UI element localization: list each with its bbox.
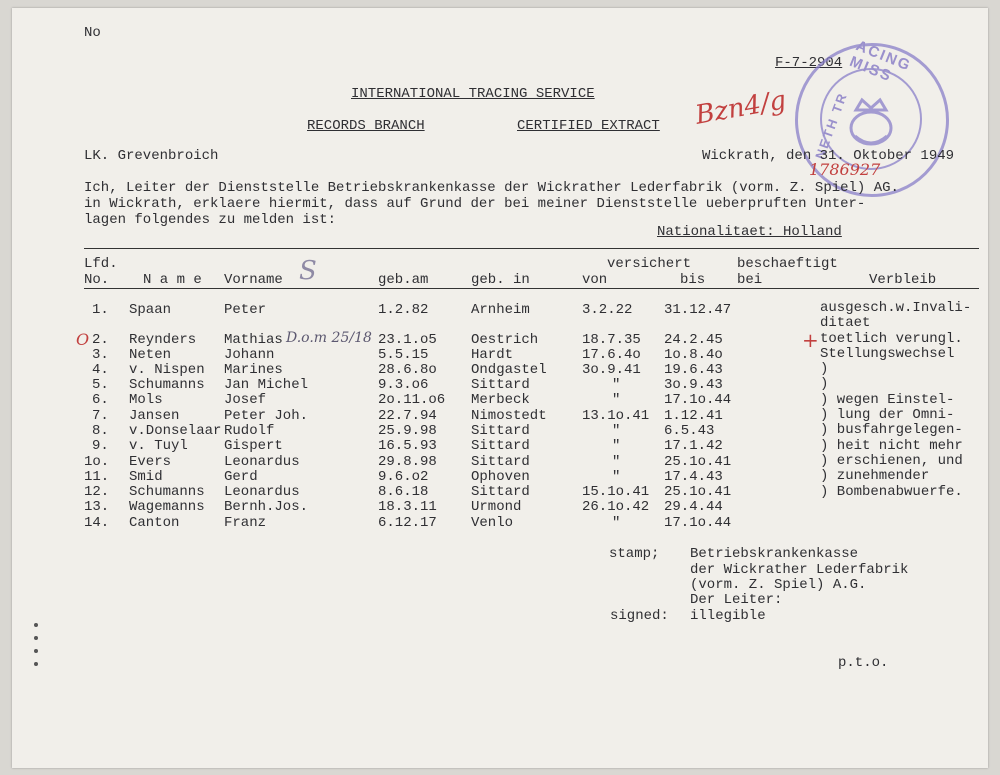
cell-geb-am: 25.9.98 xyxy=(378,423,437,439)
cell-name: v.Donselaar xyxy=(129,423,222,439)
cell-bis: 6.5.43 xyxy=(664,423,715,439)
cell-geb-am: 8.6.18 xyxy=(378,484,429,500)
signed-value: illegible xyxy=(690,608,766,624)
document-date: Wickrath, den 31. Oktober 1949 xyxy=(702,148,955,164)
district-label: LK. Grevenbroich xyxy=(84,148,219,164)
cell-name: Schumanns xyxy=(129,377,205,393)
cell-bis: 31.12.47 xyxy=(664,302,732,318)
table-header-rule xyxy=(84,288,979,289)
cell-bis: 17.4.43 xyxy=(664,469,723,485)
red-cross-mark: + xyxy=(802,328,819,352)
cell-no: 12. xyxy=(84,484,110,500)
cell-bis: 24.2.45 xyxy=(664,332,723,348)
verbleib-line: ausgesch.w.Invali- xyxy=(820,300,972,316)
intro-line-1: Ich, Leiter der Dienststelle Betriebskrankenkasse der Wickrather Lederfabrik (vorm. Z. Spiel) AG. xyxy=(84,180,899,196)
verbleib-line: ) busfahrgelegen- xyxy=(820,422,963,438)
cell-geb-am: 1.2.82 xyxy=(378,302,429,318)
binder-hole xyxy=(34,623,38,627)
cell-geb-in: Hardt xyxy=(471,347,514,363)
records-branch: RECORDS BRANCH xyxy=(307,118,425,134)
cell-name: Canton xyxy=(129,515,180,531)
verbleib-line: toetlich verungl. xyxy=(820,331,963,347)
cell-no: 9. xyxy=(92,438,109,454)
cell-name: Neten xyxy=(129,347,172,363)
cell-vorname: Leonardus xyxy=(224,454,300,470)
header-name: N a m e xyxy=(143,272,202,288)
cell-name: Schumanns xyxy=(129,484,205,500)
cell-geb-am: 9.3.o6 xyxy=(378,377,429,393)
cell-von: 3o.9.41 xyxy=(582,362,641,378)
header-geb-in: geb. in xyxy=(471,272,530,288)
cell-vorname: Gerd xyxy=(224,469,258,485)
verbleib-line: ) wegen Einstel- xyxy=(820,392,955,408)
cell-name: Mols xyxy=(129,392,163,408)
file-reference: F-7-2904 xyxy=(775,55,843,71)
table-row xyxy=(12,499,988,515)
cell-no: 11. xyxy=(84,469,110,485)
cell-vorname: Josef xyxy=(224,392,267,408)
cell-geb-am: 6.12.17 xyxy=(378,515,437,531)
verbleib-line: Stellungswechsel xyxy=(820,346,955,362)
cell-vorname: Peter xyxy=(224,302,267,318)
cell-geb-in: Arnheim xyxy=(471,302,530,318)
verbleib-line: ditaet xyxy=(820,315,871,331)
cell-geb-in: Sittard xyxy=(471,484,530,500)
stamp-line-1: Betriebskrankenkasse xyxy=(690,546,859,562)
seal-side-text: NETH TR xyxy=(812,89,851,162)
cell-bis: 29.4.44 xyxy=(664,499,723,515)
cell-geb-am: 9.6.o2 xyxy=(378,469,429,485)
please-turn-over: p.t.o. xyxy=(838,655,889,671)
cell-vorname: Rudolf xyxy=(224,423,275,439)
document-page xyxy=(12,8,988,768)
header-bis: bis xyxy=(680,272,706,288)
stamp-line-4: Der Leiter: xyxy=(690,592,783,608)
red-circle-mark: O xyxy=(76,330,90,349)
verbleib-line: ) erschienen, und xyxy=(820,453,963,469)
header-geb-am: geb.am xyxy=(378,272,429,288)
binder-hole xyxy=(34,662,38,666)
stamp-line-3: (vorm. Z. Spiel) A.G. xyxy=(690,577,867,593)
cell-bis: 19.6.43 xyxy=(664,362,723,378)
cell-von: " xyxy=(612,392,621,408)
cell-von: 13.1o.41 xyxy=(582,408,650,424)
verbleib-line: ) lung der Omni- xyxy=(820,407,955,423)
header-bei: bei xyxy=(737,272,763,288)
cell-bis: 25.1o.41 xyxy=(664,454,732,470)
cell-no: 6. xyxy=(92,392,109,408)
cell-name: v. Tuyl xyxy=(129,438,188,454)
red-handwritten-note: Bzn4/g xyxy=(693,85,789,131)
cell-von: 18.7.35 xyxy=(582,332,641,348)
verbleib-line: ) xyxy=(820,376,829,392)
table-row xyxy=(12,515,988,531)
header-versichert: versichert xyxy=(607,256,692,272)
nationality: Nationalitaet: Holland xyxy=(657,224,842,240)
cell-name: v. Nispen xyxy=(129,362,205,378)
verbleib-line: ) xyxy=(820,361,829,377)
cell-geb-in: Sittard xyxy=(471,454,530,470)
cell-vorname: Bernh.Jos. xyxy=(224,499,309,515)
cell-von: 3.2.22 xyxy=(582,302,633,318)
stamp-label: stamp; xyxy=(609,546,660,562)
header-vorname: Vorname xyxy=(224,272,283,288)
cell-geb-am: 5.5.15 xyxy=(378,347,429,363)
header-verbleib: Verbleib xyxy=(869,272,937,288)
date-handwritten-number: 1786927 xyxy=(809,160,881,179)
cell-no: 7. xyxy=(92,408,109,424)
cell-name: Smid xyxy=(129,469,163,485)
cell-von: " xyxy=(612,423,621,439)
cell-no: 14. xyxy=(84,515,110,531)
cell-von: 15.1o.41 xyxy=(582,484,650,500)
cell-no: 8. xyxy=(92,423,109,439)
table-top-rule xyxy=(84,248,979,249)
cell-geb-in: Ondgastel xyxy=(471,362,547,378)
cell-no: 1. xyxy=(92,302,109,318)
header-von: von xyxy=(582,272,608,288)
header-beschaeftigt: beschaeftigt xyxy=(737,256,838,272)
cell-geb-in: Urmond xyxy=(471,499,522,515)
cell-no: 13. xyxy=(84,499,110,515)
table-row xyxy=(12,377,988,393)
cell-von: " xyxy=(612,377,621,393)
cell-geb-in: Sittard xyxy=(471,423,530,439)
cell-von: " xyxy=(612,454,621,470)
cell-geb-in: Merbeck xyxy=(471,392,530,408)
seal-top-text: ACING MISS xyxy=(847,37,914,86)
cell-geb-in: Ophoven xyxy=(471,469,530,485)
pencil-annotation: D.o.m 25/18 xyxy=(286,330,372,346)
cell-geb-am: 2o.11.o6 xyxy=(378,392,446,408)
cell-von: 17.6.4o xyxy=(582,347,641,363)
cell-vorname: Gispert xyxy=(224,438,283,454)
cell-no: 4. xyxy=(92,362,109,378)
verbleib-line: ) Bombenabwuerfe. xyxy=(820,484,963,500)
cell-name: Reynders xyxy=(129,332,197,348)
verbleib-line: ) zunehmender xyxy=(820,468,930,484)
cell-von: 26.1o.42 xyxy=(582,499,650,515)
cell-vorname: Jan Michel xyxy=(224,377,309,393)
pencil-mark: S xyxy=(299,256,317,286)
verbleib-line: ) heit nicht mehr xyxy=(820,438,963,454)
intro-line-3: lagen folgendes zu melden ist: xyxy=(84,212,337,228)
no-label: No xyxy=(84,25,101,41)
cell-von: " xyxy=(612,469,621,485)
cell-geb-am: 28.6.8o xyxy=(378,362,437,378)
cell-geb-in: Oestrich xyxy=(471,332,539,348)
cell-no: 3. xyxy=(92,347,109,363)
cell-geb-am: 16.5.93 xyxy=(378,438,437,454)
binder-hole xyxy=(34,636,38,640)
cell-bis: 17.1o.44 xyxy=(664,515,732,531)
cell-von: " xyxy=(612,438,621,454)
cell-bis: 17.1o.44 xyxy=(664,392,732,408)
signed-label: signed: xyxy=(610,608,669,624)
cell-no: 1o. xyxy=(84,454,110,470)
cell-name: Evers xyxy=(129,454,172,470)
cell-geb-in: Nimostedt xyxy=(471,408,547,424)
cell-geb-in: Sittard xyxy=(471,377,530,393)
cell-bis: 17.1.42 xyxy=(664,438,723,454)
cell-bis: 1o.8.4o xyxy=(664,347,723,363)
stamp-line-2: der Wickrather Lederfabrik xyxy=(690,562,909,578)
cell-geb-am: 22.7.94 xyxy=(378,408,437,424)
certified-extract: CERTIFIED EXTRACT xyxy=(517,118,660,134)
cell-vorname: Johann xyxy=(224,347,275,363)
cell-vorname: Peter Joh. xyxy=(224,408,309,424)
cell-bis: 25.1o.41 xyxy=(664,484,732,500)
cell-vorname: Franz xyxy=(224,515,267,531)
cell-geb-in: Sittard xyxy=(471,438,530,454)
header-lfd: Lfd. xyxy=(84,256,118,272)
cell-geb-am: 23.1.o5 xyxy=(378,332,437,348)
cell-no: 2. xyxy=(92,332,109,348)
cell-bis: 3o.9.43 xyxy=(664,377,723,393)
cell-vorname: Mathias xyxy=(224,332,283,348)
cell-name: Spaan xyxy=(129,302,172,318)
cell-name: Jansen xyxy=(129,408,180,424)
cell-geb-am: 18.3.11 xyxy=(378,499,437,515)
table-row xyxy=(12,362,988,378)
cell-von: " xyxy=(612,515,621,531)
cell-geb-am: 29.8.98 xyxy=(378,454,437,470)
binder-hole xyxy=(34,649,38,653)
cell-vorname: Marines xyxy=(224,362,283,378)
cell-name: Wagemanns xyxy=(129,499,205,515)
cell-vorname: Leonardus xyxy=(224,484,300,500)
document-title: INTERNATIONAL TRACING SERVICE xyxy=(351,86,595,102)
intro-line-2: in Wickrath, erklaere hiermit, dass auf Grund der bei meiner Dienststelle ueberpruften Unter- xyxy=(84,196,866,212)
cell-bis: 1.12.41 xyxy=(664,408,723,424)
cell-geb-in: Venlo xyxy=(471,515,514,531)
cell-no: 5. xyxy=(92,377,109,393)
header-no: No. xyxy=(84,272,110,288)
